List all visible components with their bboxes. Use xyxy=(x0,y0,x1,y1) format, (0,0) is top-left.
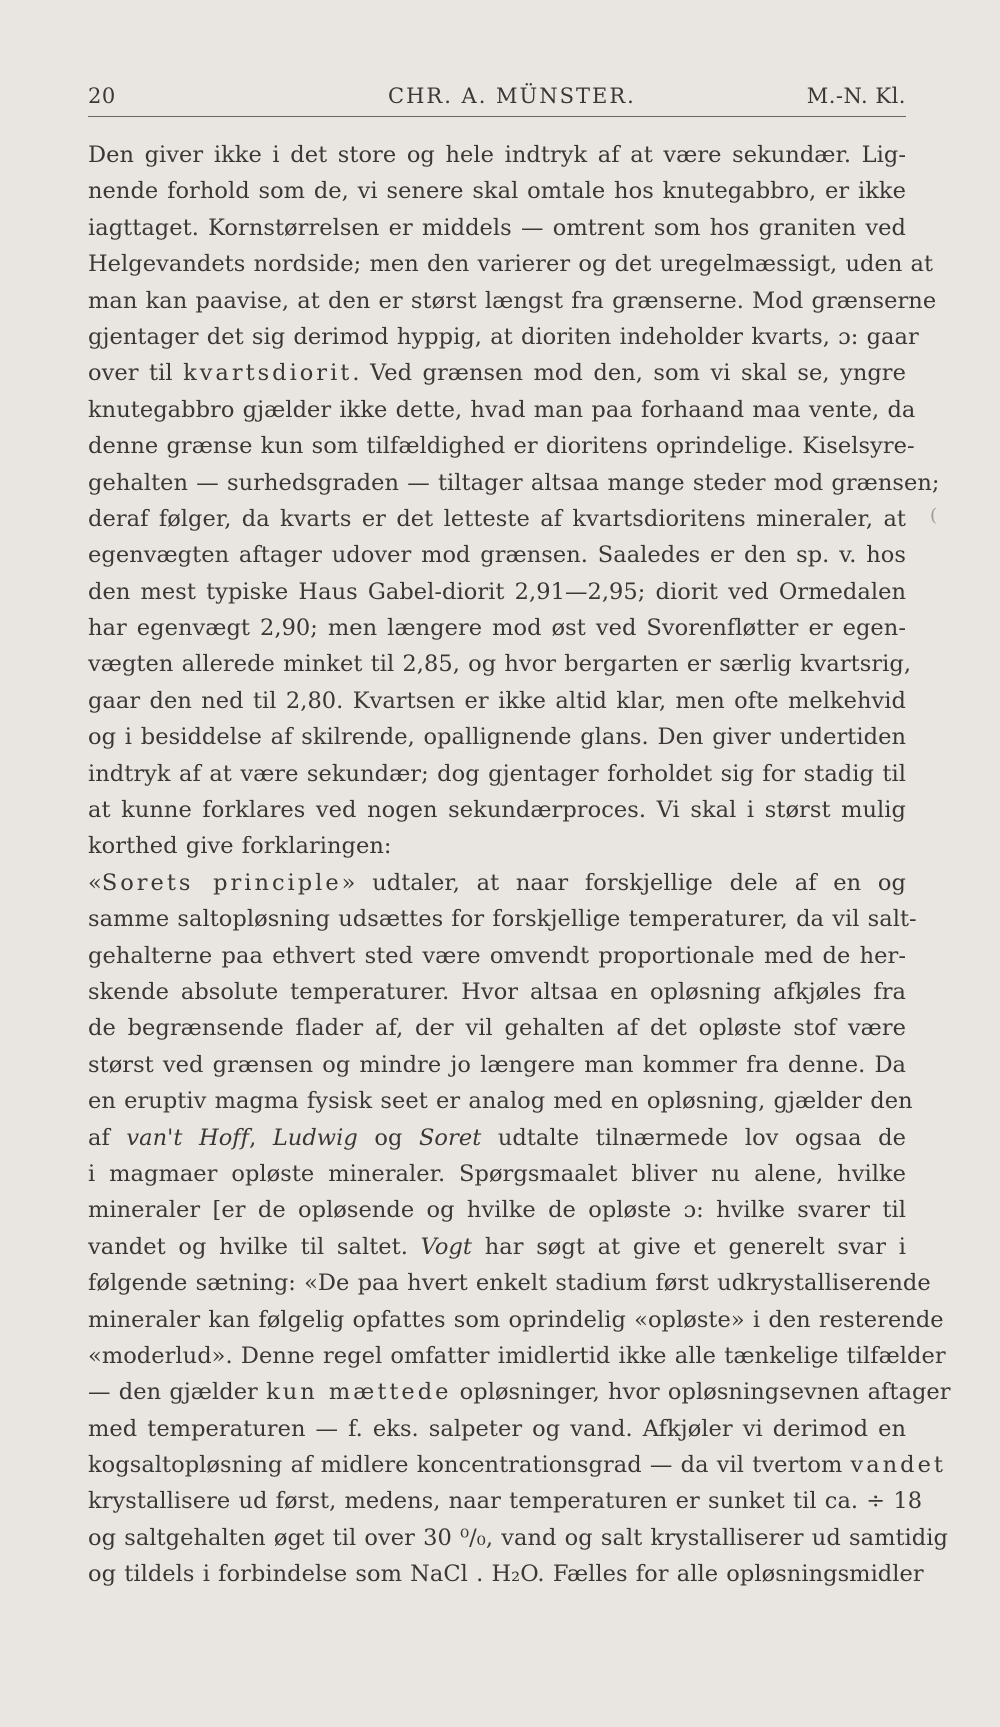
text-line: «Sorets principle» udtaler, at naar forskjellige dele af en og xyxy=(88,869,906,896)
spaced-emphasis: Sorets principle xyxy=(101,869,342,896)
text-line: mineraler kan følgelig opfattes som oprindelig «opløste» i den resterende xyxy=(88,1306,944,1333)
text-line: gehalterne paa ethvert sted være omvendt proportionale med de her- xyxy=(88,942,906,969)
text-line: indtryk af at være sekundær; dog gjentager forholdet sig for stadig til xyxy=(88,760,906,787)
text-line: en eruptiv magma fysisk seet er analog med en opløsning, gjælder den xyxy=(88,1088,913,1115)
text-line: med temperaturen — f. eks. salpeter og vand. Afkjøler vi derimod en xyxy=(88,1415,906,1442)
text-line: kogsaltopløsning af midlere koncentrationsgrad — da vil tvertom vandet xyxy=(88,1452,946,1479)
text-line: skende absolute temperaturer. Hvor altsaa en opløsning afkjøles fra xyxy=(88,978,906,1005)
text-line: samme saltopløsning udsættes for forskjellige temperaturer, da vil salt- xyxy=(88,906,917,933)
text-line: følgende sætning: «De paa hvert enkelt stadium først udkrystalliserende xyxy=(88,1270,931,1297)
text-line: knutegabbro gjælder ikke dette, hvad man paa forhaand maa vente, da xyxy=(88,396,916,423)
italic-name: Vogt xyxy=(420,1233,473,1260)
text-line: har egenvægt 2,90; men længere mod øst ved Svorenfløtter er egen- xyxy=(88,615,906,642)
text-line: «moderlud». Denne regel omfatter imidlertid ikke alle tænkelige tilfælder xyxy=(88,1342,946,1369)
series-label: M.-N. Kl. xyxy=(806,84,906,108)
text-line: og tildels i forbindelse som NaCl . H₂O. Fælles for alle opløsningsmidler xyxy=(88,1561,924,1588)
text-line: nende forhold som de, vi senere skal omtale hos knutegabbro, er ikke xyxy=(88,178,906,205)
text-line: størst ved grænsen og mindre jo længere man kommer fra denne. Da xyxy=(88,1051,906,1078)
text-line: vandet og hvilke til saltet. Vogt har søgt at give et generelt svar i xyxy=(88,1233,906,1260)
text-line: denne grænse kun som tilfældighed er dioritens oprindelige. Kiselsyre- xyxy=(88,433,915,460)
text-line: egenvægten aftager udover mod grænsen. Saaledes er den sp. v. hos xyxy=(88,542,906,569)
page-number: 20 xyxy=(88,84,116,108)
text-line: krystallisere ud først, medens, naar temperaturen er sunket til ca. ÷ 18 xyxy=(88,1488,923,1515)
text-line: over til kvartsdiorit. Ved grænsen mod den, som vi skal se, yngre xyxy=(88,360,906,387)
text-line: korthed give forklaringen: xyxy=(88,833,392,860)
running-header xyxy=(88,80,906,117)
text-line: — den gjælder kun mættede opløsninger, hvor opløsningsevnen aftager xyxy=(88,1379,951,1406)
text-line: i magmaer opløste mineraler. Spørgsmaalet bliver nu alene, hvilke xyxy=(88,1160,906,1187)
text-line: gaar den ned til 2,80. Kvartsen er ikke altid klar, men ofte melkehvid xyxy=(88,687,906,714)
body-text xyxy=(88,137,951,1593)
text-line: vægten allerede minket til 2,85, og hvor bergarten er særlig kvartsrig, xyxy=(88,651,912,678)
margin-mark: ( xyxy=(930,505,938,526)
text-line: mineraler [er de opløsende og hvilke de opløste ɔ: hvilke svarer til xyxy=(88,1197,906,1224)
italic-name: van't Hoff xyxy=(126,1124,250,1151)
text-line: Helgevandets nordside; men den varierer og det uregelmæssigt, uden at xyxy=(88,251,934,278)
text-line: af van't Hoff, Ludwig og Soret udtalte tilnærmede lov ogsaa de xyxy=(88,1124,906,1151)
text-line: de begrænsende flader af, der vil gehalten af det opløste stof være xyxy=(88,1015,906,1042)
text-line: at kunne forklares ved nogen sekundærproces. Vi skal i størst mulig xyxy=(88,797,906,824)
text-line: og i besiddelse af skilrende, opallignende glans. Den giver undertiden xyxy=(88,724,906,751)
text-line: og saltgehalten øget til over 30 ⁰/₀, vand og salt krystalliserer ud samtidig xyxy=(88,1524,948,1551)
text-line: iagttaget. Kornstørrelsen er middels — omtrent som hos graniten ved xyxy=(88,214,906,241)
italic-name: Ludwig xyxy=(272,1124,358,1151)
text-line: gjentager det sig derimod hyppig, at dioriten indeholder kvarts, ɔ: gaar xyxy=(88,323,919,350)
text-line: deraf følger, da kvarts er det letteste af kvartsdioritens mineraler, at xyxy=(88,505,906,532)
italic-name: Soret xyxy=(418,1124,482,1151)
text-line: Den giver ikke i det store og hele indtryk af at være sekundær. Lig- xyxy=(88,142,906,168)
text-line: gehalten — surhedsgraden — tiltager altsaa mange steder mod grænsen; xyxy=(88,469,940,496)
spaced-emphasis: vandet xyxy=(850,1452,946,1479)
spaced-emphasis: kun mættede xyxy=(266,1379,452,1406)
text-line: man kan paavise, at den er størst længst fra grænserne. Mod grænserne xyxy=(88,287,937,314)
text-line: den mest typiske Haus Gabel-diorit 2,91—2,95; diorit ved Ormedalen xyxy=(88,578,906,605)
author-name: CHR. A. MÜNSTER. xyxy=(388,84,636,108)
spaced-emphasis: kvartsdiorit xyxy=(183,360,353,387)
